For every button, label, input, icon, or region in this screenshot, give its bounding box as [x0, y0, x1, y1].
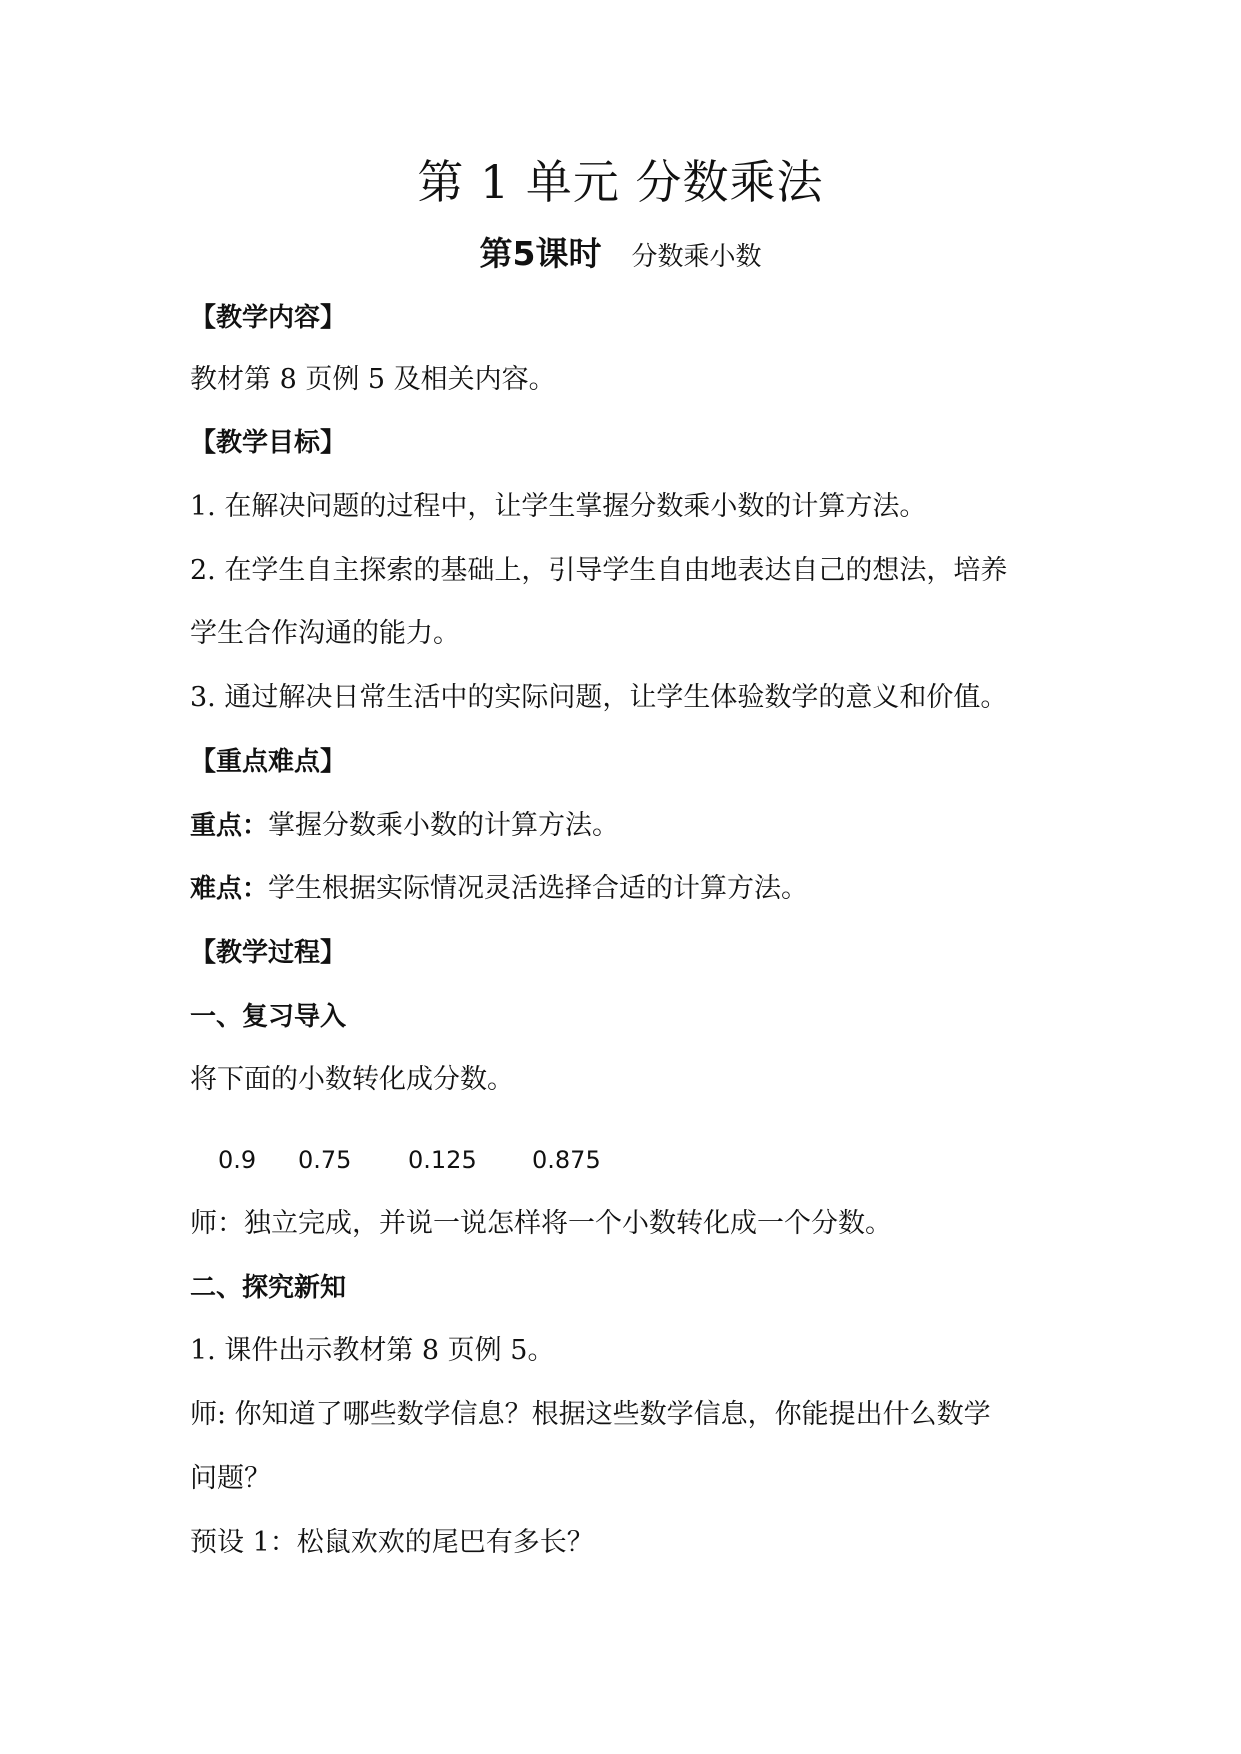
teacher-line-1: 师：独立完成，并说一说怎样将一个小数转化成一个分数。	[190, 1208, 892, 1239]
explore-heading: 二、探究新知	[190, 1273, 347, 1303]
goal-2-line-1: 2. 在学生自主探索的基础上，引导学生自由地表达自己的想法，培养	[190, 555, 1008, 586]
lesson-subtitle	[0, 230, 1241, 284]
goal-1: 1. 在解决问题的过程中，让学生掌握分数乘小数的计算方法。	[190, 491, 927, 522]
review-heading: 一、复习导入	[190, 1002, 347, 1032]
decimal-list	[218, 1140, 601, 1180]
key-label: 重点：	[190, 811, 269, 841]
teacher-line-2-cont: 问题？	[190, 1463, 271, 1494]
decimal-item: 0.75	[298, 1146, 352, 1174]
key-point	[190, 806, 1070, 846]
explore-item-1: 1. 课件出示教材第 8 页例 5。	[190, 1335, 555, 1366]
key-text: 掌握分数乘小数的计算方法。	[268, 810, 620, 841]
lesson-number: 第5课时	[479, 234, 602, 273]
decimal-item: 0.875	[532, 1146, 601, 1174]
difficulty-text: 学生根据实际情况灵活选择合适的计算方法。	[268, 873, 809, 904]
goals-heading: 【教学目标】	[190, 428, 347, 458]
preset-1: 预设 1：松鼠欢欢的尾巴有多长？	[190, 1527, 594, 1558]
decimal-item: 0.125	[408, 1146, 477, 1174]
difficulty-point	[190, 869, 1070, 909]
content-text: 教材第 8 页例 5 及相关内容。	[190, 364, 556, 395]
teacher-line-2: 师: 你知道了哪些数学信息？根据这些数学信息，你能提出什么数学	[190, 1399, 991, 1430]
review-text: 将下面的小数转化成分数。	[190, 1064, 514, 1095]
decimal-item: 0.9	[218, 1146, 257, 1174]
goal-3: 3. 通过解决日常生活中的实际问题，让学生体验数学的意义和价值。	[190, 682, 1008, 713]
lesson-topic: 分数乘小数	[631, 242, 762, 272]
difficulty-label: 难点：	[190, 874, 269, 904]
unit-title: 第 1 单元 分数乘法	[417, 155, 824, 209]
process-heading: 【教学过程】	[190, 938, 347, 968]
key-heading: 【重点难点】	[190, 747, 347, 777]
content-heading: 【教学内容】	[190, 303, 347, 333]
goal-2-line-2: 学生合作沟通的能力。	[190, 618, 460, 649]
